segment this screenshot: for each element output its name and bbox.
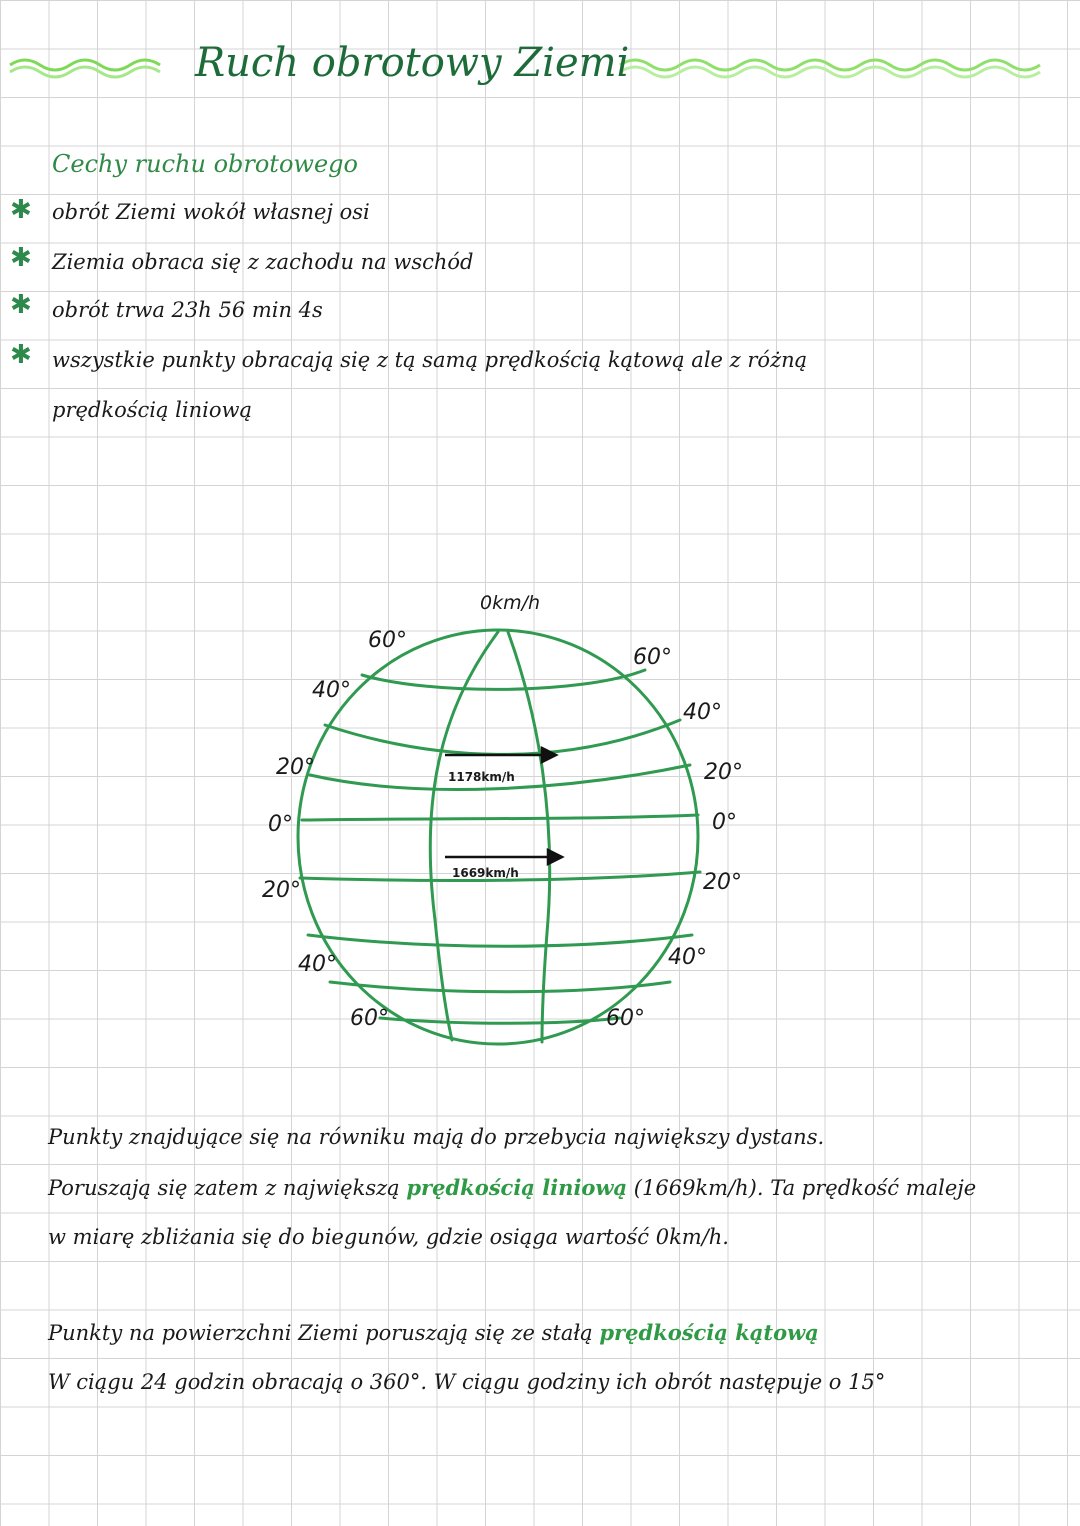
bullet-1: obrót Ziemi wokół własnej osi xyxy=(52,200,370,224)
section-heading: Cechy ruchu obrotowego xyxy=(52,150,358,178)
paragraph2-line1-start: Punkty na powierzchni Ziemi poruszają się ze stałą xyxy=(48,1321,600,1345)
paragraph2-line2: W ciągu 24 godzin obracają o 360°. W ciągu godziny ich obrót następuje o 15° xyxy=(48,1370,886,1394)
lat-label-right-20s: 20° xyxy=(703,870,742,895)
lat-label-right-20n: 20° xyxy=(704,760,743,785)
parallel-60s xyxy=(380,1018,620,1023)
arrowhead-icon xyxy=(548,850,562,864)
bullet-4: wszystkie punkty obracają się z tą samą prędkością kątową ale z różną xyxy=(52,348,808,372)
parallel-40s xyxy=(330,982,670,992)
asterisk-bullet-icon: ✱ xyxy=(10,290,32,320)
meridian-right xyxy=(508,632,550,1042)
speed-label-equator: 1669km/h xyxy=(452,866,519,880)
lat-label-left-60s: 60° xyxy=(350,1006,389,1031)
lat-label-left-60n: 60° xyxy=(368,628,407,653)
lat-label-left-20n: 20° xyxy=(276,755,315,780)
lat-label-right-40s: 40° xyxy=(668,945,707,970)
lat-label-right-40n: 40° xyxy=(683,700,722,725)
lat-label-left-40n: 40° xyxy=(312,678,351,703)
pole-speed-label: 0km/h xyxy=(480,592,541,614)
lat-label-left-40s: 40° xyxy=(298,952,337,977)
globe-outline xyxy=(298,630,698,1044)
meridian-left xyxy=(430,632,498,1040)
arrowhead-icon xyxy=(542,748,556,762)
lat-label-left-20s: 20° xyxy=(262,878,301,903)
page-title: Ruch obrotowy Ziemi xyxy=(195,40,630,86)
paragraph1-line2-start: Poruszają się zatem z największą xyxy=(48,1176,407,1200)
paragraph1-line3: w miarę zbliżania się do biegunów, gdzie osiąga wartość 0km/h. xyxy=(48,1225,729,1249)
asterisk-bullet-icon: ✱ xyxy=(10,195,32,225)
bullet-4-continuation: prędkością liniową xyxy=(52,398,252,422)
parallel-20n xyxy=(302,815,698,820)
asterisk-bullet-icon: ✱ xyxy=(10,243,32,273)
highlight-linear-velocity: prędkością liniową xyxy=(406,1175,628,1200)
asterisk-bullet-icon: ✱ xyxy=(10,340,32,370)
lat-label-right-60n: 60° xyxy=(633,645,672,670)
highlight-angular-velocity: prędkością kątową xyxy=(599,1320,819,1345)
paragraph1-line1: Punkty znajdujące się na równiku mają do przebycia największy dystans. xyxy=(48,1125,825,1149)
paragraph1-line2-end: (1669km/h). Ta prędkość maleje xyxy=(627,1176,977,1200)
lat-label-right-60s: 60° xyxy=(606,1006,645,1031)
lat-label-left-0: 0° xyxy=(268,812,293,837)
speed-label-mid: 1178km/h xyxy=(448,770,515,784)
paragraph2-line1 xyxy=(48,1320,819,1345)
parallel-40n xyxy=(325,720,680,754)
parallel-60n xyxy=(362,670,645,689)
lat-label-right-0: 0° xyxy=(712,810,737,835)
bullet-3: obrót trwa 23h 56 min 4s xyxy=(52,298,323,322)
paragraph1-line2 xyxy=(48,1175,976,1200)
bullet-2: Ziemia obraca się z zachodu na wschód xyxy=(52,250,474,274)
parallel-20s xyxy=(308,935,692,946)
